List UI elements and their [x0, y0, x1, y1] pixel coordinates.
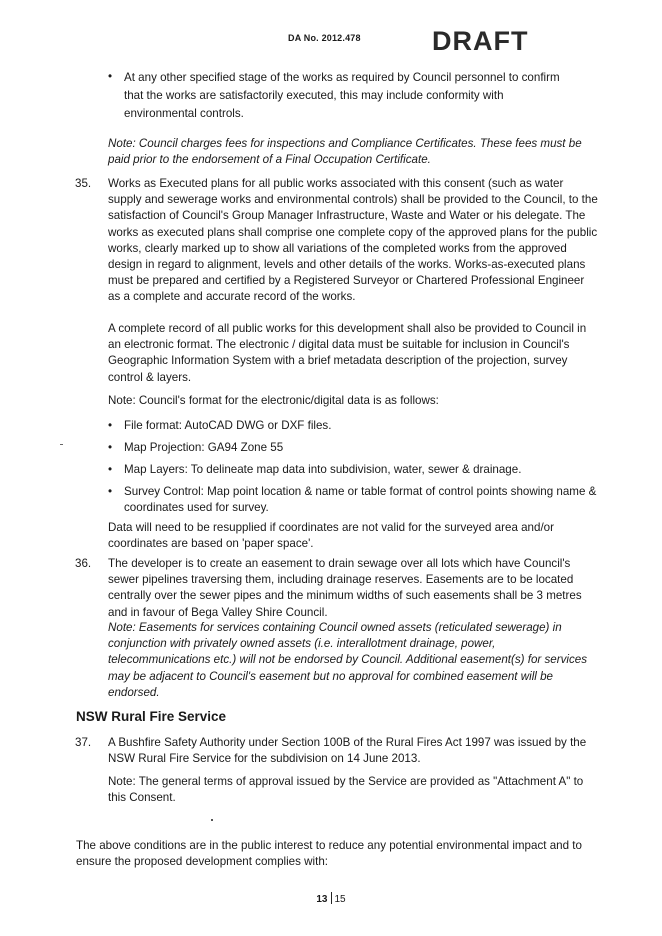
bullet-icon: •: [108, 463, 113, 476]
bullet-icon: •: [108, 419, 113, 432]
item-35-bullet-1: [108, 418, 598, 434]
draft-watermark: DRAFT: [432, 26, 529, 56]
da-number: DA No. 2012.478: [288, 33, 361, 43]
item-35-paragraph-1: Works as Executed plans for all public works associated with this consent (such as water supply and sewerage works and environmental controls) shall be provided to the Council, to the satisfaction of Council's Group Manager Infrastructure, Waste and Water or his delegate. The works as executed plans shall comprise one complete copy of the approved plans for the public works, clearly marked up to show all variations of the completed works from the approved design in regard to alignment, levels and other details of the works. Works-as-executed plans must be prepared and certified by a Registered Surveyor or Chartered Professional Engineer as a complete and accurate record of the works.: [108, 177, 598, 304]
bullet-icon: •: [108, 70, 113, 83]
item-35-paragraph-3: Data will need to be resupplied if coordinates are not valid for the surveyed area and/or coordinates are based on 'paper space'.: [108, 521, 554, 551]
item-35-bullet-2: [108, 440, 598, 456]
item-36-paragraph-1: The developer is to create an easement to drain sewage over all lots which have Council's sewer pipelines traversing them, including drainage reserves. Easements are to be located centrally over the sewer pipes and the minimum widths of such easements shall be 3 metres and in favour of Bega Valley Shire Council.: [108, 557, 582, 619]
section-heading-rfs: NSW Rural Fire Service: [76, 709, 227, 724]
page-number: [0, 892, 662, 908]
current-page: 13: [316, 894, 328, 905]
item-35-note: Note: Council's format for the electronic/digital data is as follows:: [108, 394, 439, 407]
margin-mark: [60, 444, 63, 445]
item-35-bullet-4: [108, 484, 598, 516]
bullet-text: Map Projection: GA94 Zone 55: [124, 441, 284, 454]
item-37-note: Note: The general terms of approval issued by the Service are provided as "Attachment A" to this Consent.: [108, 775, 584, 805]
bullet-text: Survey Control: Map point location & name or table format of control points showing name & coordinates used for survey.: [124, 485, 597, 515]
item-35-number: 35.: [75, 177, 92, 190]
bullet-text: File format: AutoCAD DWG or DXF files.: [124, 419, 332, 432]
intro-bullet-item: [108, 69, 578, 123]
item-36-note: Note: Easements for services containing Council owned assets (reticulated sewerage) in conjunction with privately owned assets (i.e. interallotment drainage, power, telecommunications etc.) will not be endorsed by Council. Additional easement(s) for services may be adjacent to Council's easement but no approval for combined easement will be endorsed.: [108, 621, 588, 699]
closing-statement: The above conditions are in the public interest to reduce any potential environmental impact and to ensure the proposed development complies with:: [76, 839, 582, 869]
total-pages: 15: [334, 894, 346, 905]
item-36-number: 36.: [75, 557, 92, 570]
item-35-bullet-3: [108, 462, 598, 478]
item-37-number: 37.: [75, 736, 92, 749]
intro-bullet-text: At any other specified stage of the works as required by Council personnel to confirm that the works are satisfactorily executed, this may include conformity with environmental controls.: [124, 71, 560, 120]
bullet-icon: •: [108, 441, 113, 454]
intro-fees-note: Note: Council charges fees for inspections and Compliance Certificates. These fees must be paid prior to the endorsement of a Final Occupation Certificate.: [108, 137, 582, 167]
scan-artifact-dot: [211, 819, 213, 821]
bullet-text: Map Layers: To delineate map data into subdivision, water, sewer & drainage.: [124, 463, 522, 476]
bullet-icon: •: [108, 485, 113, 498]
item-37-paragraph-1: A Bushfire Safety Authority under Section 100B of the Rural Fires Act 1997 was issued by the NSW Rural Fire Service for the subdivision on 14 June 2013.: [108, 736, 587, 766]
item-35-paragraph-2: A complete record of all public works for this development shall also be provided to Council in an electronic format. The electronic / digital data must be suitable for inclusion in Council's Geographic Information System with a brief metadata description of the projection, survey control & layers.: [108, 322, 587, 384]
page-separator: [331, 892, 332, 904]
